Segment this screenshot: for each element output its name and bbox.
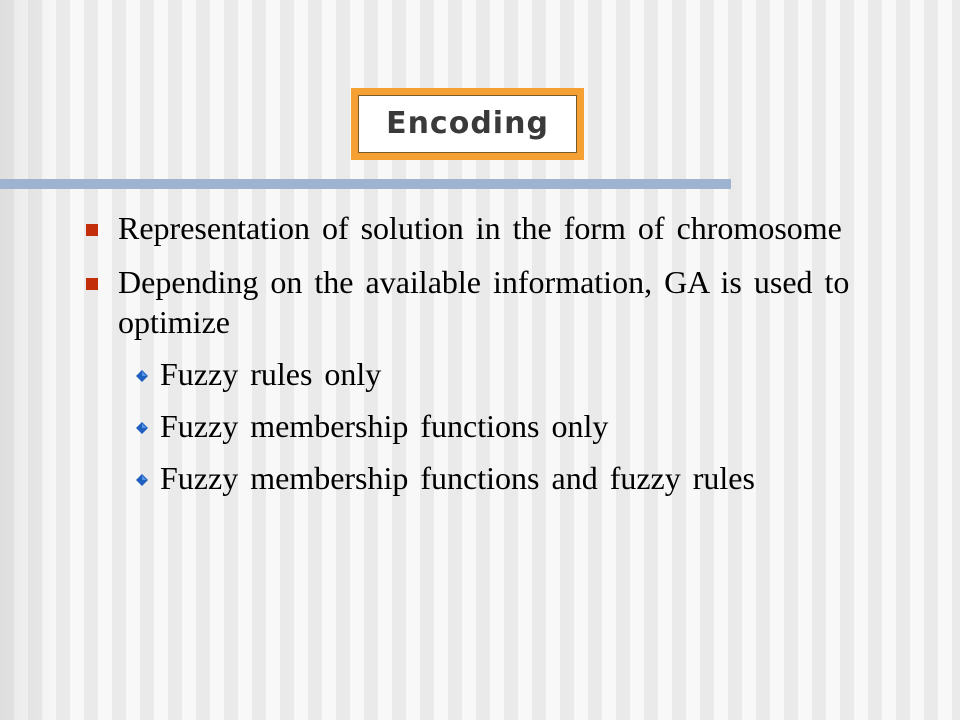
square-bullet-icon	[86, 278, 98, 290]
sub-bullet-text: Fuzzy membership functions only	[160, 408, 609, 444]
sub-bullet-list	[82, 354, 942, 498]
sub-bullet-item	[82, 458, 942, 498]
bullet-item	[82, 262, 942, 342]
background-shade	[0, 0, 60, 720]
sub-bullet-item	[82, 354, 942, 394]
sub-bullet-text: Fuzzy membership functions and fuzzy rules	[160, 460, 755, 496]
bullet-text: Depending on the available information, GA is used to optimize	[118, 264, 850, 340]
title-divider	[0, 179, 731, 189]
title-box	[358, 95, 577, 153]
diamond-bullet-icon	[136, 370, 148, 382]
sub-bullet-text: Fuzzy rules only	[160, 356, 382, 392]
diamond-bullet-icon	[136, 474, 148, 486]
slide-content	[82, 208, 942, 510]
sub-bullet-item	[82, 406, 942, 446]
diamond-bullet-icon	[136, 422, 148, 434]
bullet-text: Representation of solution in the form of chromosome	[118, 210, 842, 246]
slide-title: Encoding	[386, 106, 549, 141]
title-frame	[351, 88, 584, 160]
bullet-item	[82, 208, 942, 248]
square-bullet-icon	[86, 224, 98, 236]
